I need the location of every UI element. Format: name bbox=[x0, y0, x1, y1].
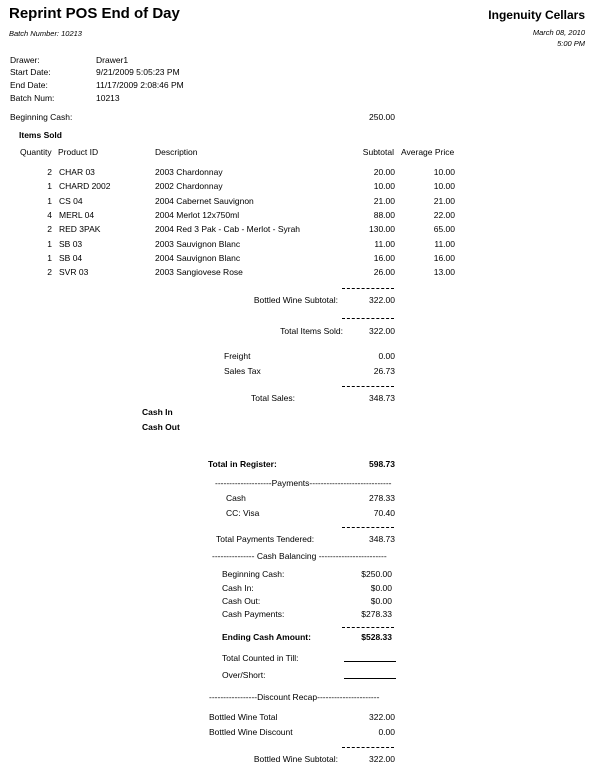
item-quantity: 2 bbox=[47, 167, 52, 177]
freight-value: 0.00 bbox=[378, 351, 395, 361]
item-average-price: 22.00 bbox=[433, 210, 455, 220]
total-sales-value: 348.73 bbox=[369, 393, 395, 403]
cash-balancing-label: Cash In: bbox=[222, 583, 254, 593]
report-title: Reprint POS End of Day bbox=[9, 5, 180, 22]
cash-balancing-value: $278.33 bbox=[361, 609, 392, 619]
info-value-start-date: 9/21/2009 5:05:23 PM bbox=[96, 67, 180, 77]
company-name: Ingenuity Cellars bbox=[488, 8, 585, 22]
cash-out-label: Cash Out bbox=[142, 422, 180, 432]
col-description: Description bbox=[155, 147, 198, 157]
freight-label: Freight bbox=[224, 351, 251, 361]
item-average-price: 10.00 bbox=[433, 167, 455, 177]
item-subtotal: 88.00 bbox=[373, 210, 395, 220]
item-product-id: SVR 03 bbox=[59, 267, 89, 277]
item-average-price: 10.00 bbox=[433, 181, 455, 191]
discount-value: 0.00 bbox=[378, 727, 395, 737]
discount-label: Bottled Wine Discount bbox=[209, 727, 293, 737]
bottled-wine-subtotal-label: Bottled Wine Subtotal: bbox=[253, 295, 338, 305]
item-subtotal: 26.00 bbox=[373, 267, 395, 277]
item-description: 2003 Sangiovese Rose bbox=[155, 267, 243, 277]
divider bbox=[342, 527, 394, 528]
total-items-sold-value: 322.00 bbox=[369, 326, 395, 336]
item-average-price: 13.00 bbox=[433, 267, 455, 277]
item-product-id: SB 03 bbox=[59, 239, 83, 249]
batch-number-line: Batch Number: 10213 bbox=[9, 29, 82, 38]
divider bbox=[342, 318, 394, 319]
cash-balancing-header: --------------- Cash Balancing ------------------------ bbox=[212, 551, 387, 561]
info-label-drawer: Drawer: bbox=[10, 55, 40, 65]
item-subtotal: 10.00 bbox=[373, 181, 395, 191]
sales-tax-label: Sales Tax bbox=[224, 366, 261, 376]
item-description: 2002 Chardonnay bbox=[155, 181, 223, 191]
ending-cash-amount-label: Ending Cash Amount: bbox=[222, 632, 311, 642]
discount-value: 322.00 bbox=[369, 712, 395, 722]
item-quantity: 1 bbox=[47, 253, 52, 263]
cash-balancing-label: Cash Out: bbox=[222, 596, 261, 606]
sales-tax-value: 26.73 bbox=[373, 366, 395, 376]
item-quantity: 4 bbox=[47, 210, 52, 220]
total-in-register-label: Total in Register: bbox=[208, 459, 277, 469]
item-description: 2004 Merlot 12x750ml bbox=[155, 210, 240, 220]
info-label-start-date: Start Date: bbox=[10, 67, 51, 77]
discount-recap-header: -----------------Discount Recap---------------------- bbox=[209, 692, 380, 702]
item-subtotal: 16.00 bbox=[373, 253, 395, 263]
item-quantity: 1 bbox=[47, 196, 52, 206]
over-short-label: Over/Short: bbox=[222, 670, 266, 680]
col-average-price: Average Price bbox=[401, 147, 455, 157]
item-quantity: 1 bbox=[47, 239, 52, 249]
item-product-id: CHARD 2002 bbox=[59, 181, 111, 191]
total-in-register-value: 598.73 bbox=[369, 459, 395, 469]
item-product-id: CHAR 03 bbox=[59, 167, 95, 177]
item-product-id: RED 3PAK bbox=[59, 224, 101, 234]
divider bbox=[342, 627, 394, 628]
report-datetime bbox=[533, 27, 585, 49]
divider bbox=[342, 747, 394, 748]
col-product-id: Product ID bbox=[58, 147, 99, 157]
info-value-drawer: Drawer1 bbox=[96, 55, 129, 65]
discount-bottled-wine-subtotal-label: Bottled Wine Subtotal: bbox=[253, 754, 338, 764]
info-label-end-date: End Date: bbox=[10, 80, 48, 90]
report-time: 5:00 PM bbox=[557, 39, 585, 48]
discount-bottled-wine-subtotal-value: 322.00 bbox=[369, 754, 395, 764]
beginning-cash-label: Beginning Cash: bbox=[10, 112, 73, 122]
divider bbox=[342, 386, 394, 387]
item-description: 2004 Cabernet Sauvignon bbox=[155, 196, 254, 206]
total-counted-label: Total Counted in Till: bbox=[222, 653, 299, 663]
item-description: 2003 Sauvignon Blanc bbox=[155, 239, 241, 249]
payment-label: CC: Visa bbox=[226, 508, 260, 518]
total-sales-label: Total Sales: bbox=[251, 393, 295, 403]
col-quantity: Quantity bbox=[20, 147, 52, 157]
ending-cash-amount-value: $528.33 bbox=[361, 632, 392, 642]
total-items-sold-label: Total Items Sold: bbox=[280, 326, 343, 336]
item-description: 2003 Chardonnay bbox=[155, 167, 223, 177]
total-payments-tendered-value: 348.73 bbox=[369, 534, 395, 544]
payment-label: Cash bbox=[226, 493, 246, 503]
total-payments-tendered-label: Total Payments Tendered: bbox=[216, 534, 315, 544]
item-subtotal: 20.00 bbox=[373, 167, 395, 177]
item-average-price: 21.00 bbox=[433, 196, 455, 206]
item-product-id: MERL 04 bbox=[59, 210, 95, 220]
item-description: 2004 Sauvignon Blanc bbox=[155, 253, 241, 263]
item-subtotal: 21.00 bbox=[373, 196, 395, 206]
item-quantity: 2 bbox=[47, 224, 52, 234]
item-product-id: CS 04 bbox=[59, 196, 83, 206]
item-subtotal: 11.00 bbox=[374, 239, 395, 249]
cash-balancing-value: $0.00 bbox=[370, 596, 392, 606]
item-description: 2004 Red 3 Pak - Cab - Merlot - Syrah bbox=[155, 224, 301, 234]
discount-label: Bottled Wine Total bbox=[209, 712, 278, 722]
payments-header: --------------------Payments----------------------------- bbox=[215, 478, 392, 488]
item-average-price: 65.00 bbox=[433, 224, 455, 234]
cash-balancing-label: Beginning Cash: bbox=[222, 569, 285, 579]
cash-balancing-label: Cash Payments: bbox=[222, 609, 285, 619]
items-sold-heading: Items Sold bbox=[19, 130, 62, 140]
bottled-wine-subtotal-value: 322.00 bbox=[369, 295, 395, 305]
total-counted-blank-line bbox=[344, 661, 396, 662]
report-date: March 08, 2010 bbox=[532, 28, 585, 37]
payment-value: 278.33 bbox=[369, 493, 395, 503]
info-value-batch-num: 10213 bbox=[96, 93, 120, 103]
divider bbox=[342, 288, 394, 289]
item-subtotal: 130.00 bbox=[369, 224, 395, 234]
info-value-end-date: 11/17/2009 2:08:46 PM bbox=[96, 80, 184, 90]
item-product-id: SB 04 bbox=[59, 253, 83, 263]
item-quantity: 1 bbox=[47, 181, 52, 191]
over-short-blank-line bbox=[344, 678, 396, 679]
item-average-price: 11.00 bbox=[434, 239, 455, 249]
cash-balancing-value: $0.00 bbox=[370, 583, 392, 593]
info-label-batch-num: Batch Num: bbox=[10, 93, 55, 103]
cash-balancing-value: $250.00 bbox=[361, 569, 392, 579]
item-quantity: 2 bbox=[47, 267, 52, 277]
item-average-price: 16.00 bbox=[433, 253, 455, 263]
cash-in-label: Cash In bbox=[142, 407, 173, 417]
payment-value: 70.40 bbox=[373, 508, 395, 518]
col-subtotal: Subtotal bbox=[362, 147, 394, 157]
beginning-cash-value: 250.00 bbox=[369, 112, 395, 122]
